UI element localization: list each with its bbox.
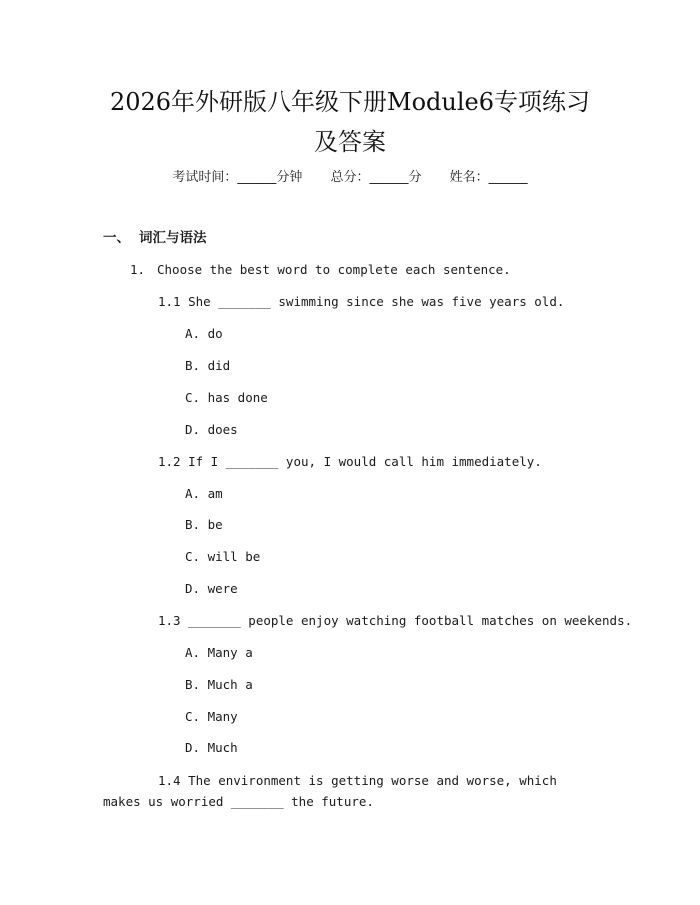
section-heading [103,228,207,248]
question-stem-1-2: 1.2 If I _______ you, I would call him immediately. [158,454,542,469]
question-number: 1. [130,262,146,277]
section-title: 词汇与语法 [139,230,207,246]
option-1-3-d: D. Much [185,740,238,755]
document-title [60,82,640,162]
question-stem-1-4: 1.4 The environment is getting worse and worse, which makes us worried _______ the future. [103,773,557,809]
exam-info [0,168,700,188]
option-1-2-d: D. were [185,581,238,596]
question-stem-1-3: 1.3 _______ people enjoy watching football matches on weekends. [158,613,633,628]
option-1-3-a: A. Many a [185,645,253,660]
instruction-text: Choose the best word to complete each sentence. [157,262,511,277]
title-line-2: 及答案 [314,128,386,156]
option-1-1-b: B. did [185,358,231,373]
option-1-1-a: A. do [185,326,223,341]
option-1-1-c: C. has done [185,390,268,405]
option-1-3-b: B. Much a [185,677,253,692]
student-name-field: 姓名：______ [449,170,528,185]
option-1-2-b: B. be [185,517,223,532]
exam-time-field: 考试时间：______分钟 [172,170,303,185]
question-instruction [130,260,511,280]
exam-score-field: 总分：______分 [330,170,422,185]
title-line-1: 2026年外研版八年级下册Module6专项练习 [109,88,591,116]
question-stem-1-1: 1.1 She _______ swimming since she was five years old. [158,294,565,309]
section-number: 一、 [103,230,130,246]
option-1-3-c: C. Many [185,709,238,724]
option-1-2-a: A. am [185,486,223,501]
option-1-2-c: C. will be [185,549,261,564]
option-1-1-d: D. does [185,422,238,437]
